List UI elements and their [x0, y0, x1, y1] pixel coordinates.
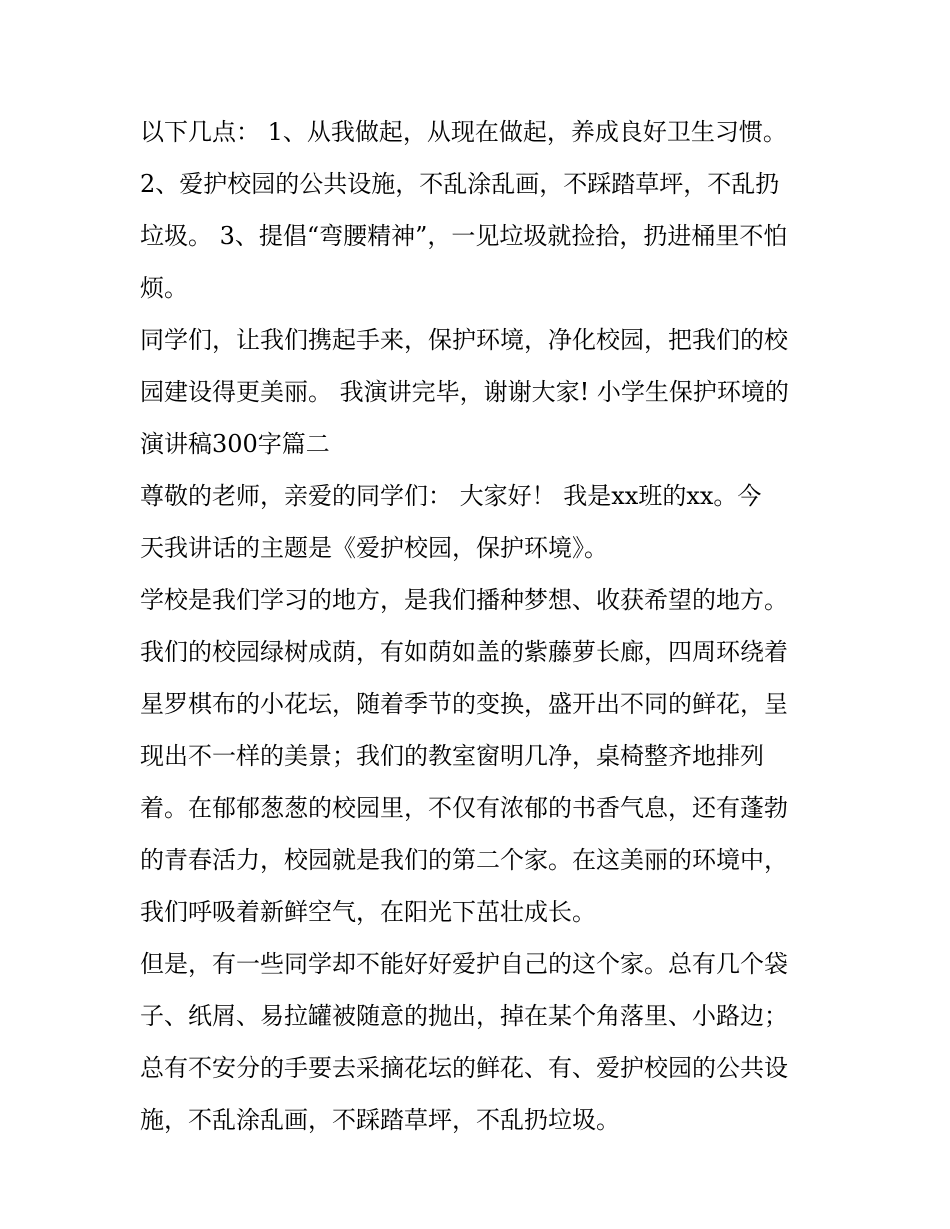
text-line: 园建设得更美丽。 我演讲完毕，谢谢大家! 小学生保护环境的 — [140, 378, 789, 406]
text-line: 但是，有一些同学却不能好好爱护自己的这个家。总有几个袋 — [140, 950, 788, 978]
text-line: 我们的校园绿树成荫，有如荫如盖的紫藤萝长廊，四周环绕着 — [140, 638, 788, 666]
text-line: 烦。 — [140, 274, 188, 302]
text-line: 以下几点： 1、从我做起，从现在做起，养成良好卫生习惯。 — [140, 118, 787, 146]
text-line: 垃圾。 3、提倡“弯腰精神”，一见垃圾就捡拾，扔进桶里不怕 — [140, 222, 788, 250]
text-line: 总有不安分的手要去采摘花坛的鲜花、有、爱护校园的公共设 — [140, 1054, 788, 1082]
text-line: 2、爱护校园的公共设施，不乱涂乱画，不踩踏草坪，不乱扔 — [140, 170, 780, 198]
text-line: 子、纸屑、易拉罐被随意的抛出，掉在某个角落里、小路边； — [140, 1002, 788, 1030]
text-line: 同学们，让我们携起手来，保护环境，净化校园，把我们的校 — [140, 326, 788, 354]
text-line: 尊敬的老师，亲爱的同学们： 大家好！ 我是xx班的xx。今 — [140, 482, 762, 510]
text-line: 天我讲话的主题是《爱护校园，保护环境》。 — [140, 534, 608, 562]
text-line: 现出不一样的美景；我们的教室窗明几净，桌椅整齐地排列 — [140, 742, 764, 770]
text-line: 着。在郁郁葱葱的校园里，不仅有浓郁的书香气息，还有蓬勃 — [140, 794, 788, 822]
text-line: 我们呼吸着新鲜空气，在阳光下茁壮成长。 — [140, 898, 596, 926]
text-line: 施，不乱涂乱画，不踩踏草坪，不乱扔垃圾。 — [140, 1106, 620, 1134]
text-line: 星罗棋布的小花坛，随着季节的变换，盛开出不同的鲜花，呈 — [140, 690, 788, 718]
body-text — [140, 106, 820, 1146]
text-line: 演讲稿300字篇二 — [140, 430, 330, 458]
text-line: 学校是我们学习的地方，是我们播种梦想、收获希望的地方。 — [140, 586, 788, 614]
text-line: 的青春活力，校园就是我们的第二个家。在这美丽的环境中， — [140, 846, 788, 874]
